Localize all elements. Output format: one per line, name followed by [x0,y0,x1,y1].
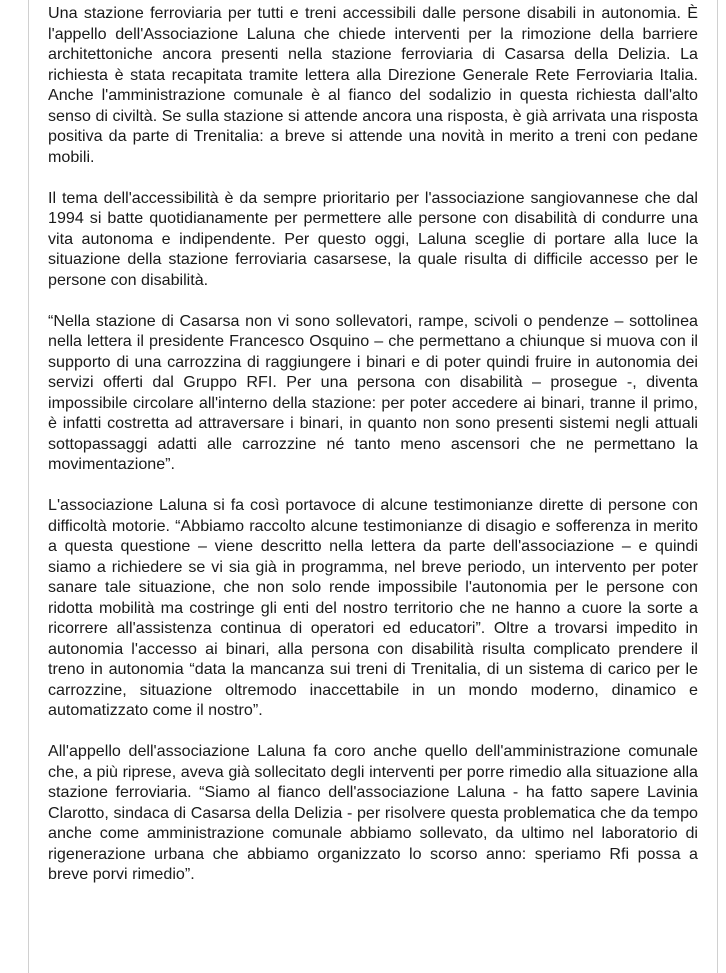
left-border-line [28,0,29,973]
article-paragraph: Il tema dell'accessibilità è da sempre prioritario per l'associazione sangiovannese che dal 1994 si batte quotidianamente per permettere alle persone con disabilità di condurre una vita autonoma e indipendente. Per questo oggi, Laluna sceglie di portare alla luce la situazione della stazione ferroviaria casarsese, la quale risulta di difficile accesso per le persone con disabilità. [48,188,698,289]
article-paragraph: L'associazione Laluna si fa così portavoce di alcune testimonianze dirette di persone con difficoltà motorie. “Abbiamo raccolto alcune testimonianze di disagio e sofferenza in merito a questa questione – viene descritto nella lettera da parte dell'associazione – e quindi siamo a richiedere se vi sia già in programma, nel breve periodo, un intervento per poter sanare tale situazione, che non solo rende impossibile l'autonomia per le persone con ridotta mobilità ma costringe gli enti del nostro territorio che ne hanno a cuore la sorte a ricorrere all'assistenza continua di operatori ed educatori”. Oltre a trovarsi impedito in autonomia l'accesso ai binari, alla persona con disabilità risulta complicato prendere il treno in autonomia “data la mancanza sui treni di Trenitalia, di un sistema di carico per le carrozzine, situazione oltremodo inaccettabile in un mondo moderno, dinamico e automatizzato come il nostro”. [48,496,698,719]
article-paragraph: “Nella stazione di Casarsa non vi sono sollevatori, rampe, scivoli o pendenze – sottolinea nella lettera il presidente Francesco Osquino – che permettano a chiunque si muova con il supporto di una carrozzina di raggiungere i binari e di poter quindi fruire in autonomia dei servizi offerti dal Gruppo RFI. Per una persona con disabilità – prosegue -, diventa impossibile circolare all'interno della stazione: per poter accedere ai binari, tranne il primo, è infatti costretta ad attraversare i binari, in quanto non sono presenti sistemi negli attuali sottopassaggi adatti alle carrozzine né tanto meno ascensori che ne permettano la movimentazione”. [48,311,698,473]
article-paragraph: Una stazione ferroviaria per tutti e treni accessibili dalle persone disabili in autonomia. È l'appello dell'Associazione Laluna che chiede interventi per la rimozione della barriere architettoniche ancora presenti nella stazione ferroviaria di Casarsa della Delizia. La richiesta è stata recapitata tramite lettera alla Direzione Generale Rete Ferroviaria Italia. Anche l'amministrazione comunale è al fianco del sodalizio in questa richiesta dall'alto senso di civiltà. Se sulla stazione si attende ancora una risposta, è già arrivata una risposta positiva da parte di Trenitalia: a breve si attende una novità in merito a treni con pedane mobili. [48,4,698,166]
article-paragraph: All'appello dell'associazione Laluna fa coro anche quello dell'amministrazione comunale che, a più riprese, aveva già sollecitato degli interventi per porre rimedio alla situazione alla stazione ferroviaria. “Siamo al fianco dell'associazione Laluna - ha fatto sapere Lavinia Clarotto, sindaca di Casarsa della Delizia - per risolvere questa problematica che da tempo anche come amministrazione comunale abbiamo sollevato, da ultimo nel laboratorio di rigenerazione urbana che abbiamo organizzato lo scorso anno: speriamo Rfi possa a breve porvi rimedio”. [48,742,698,883]
right-border-line [717,0,718,973]
article-body [48,3,698,905]
